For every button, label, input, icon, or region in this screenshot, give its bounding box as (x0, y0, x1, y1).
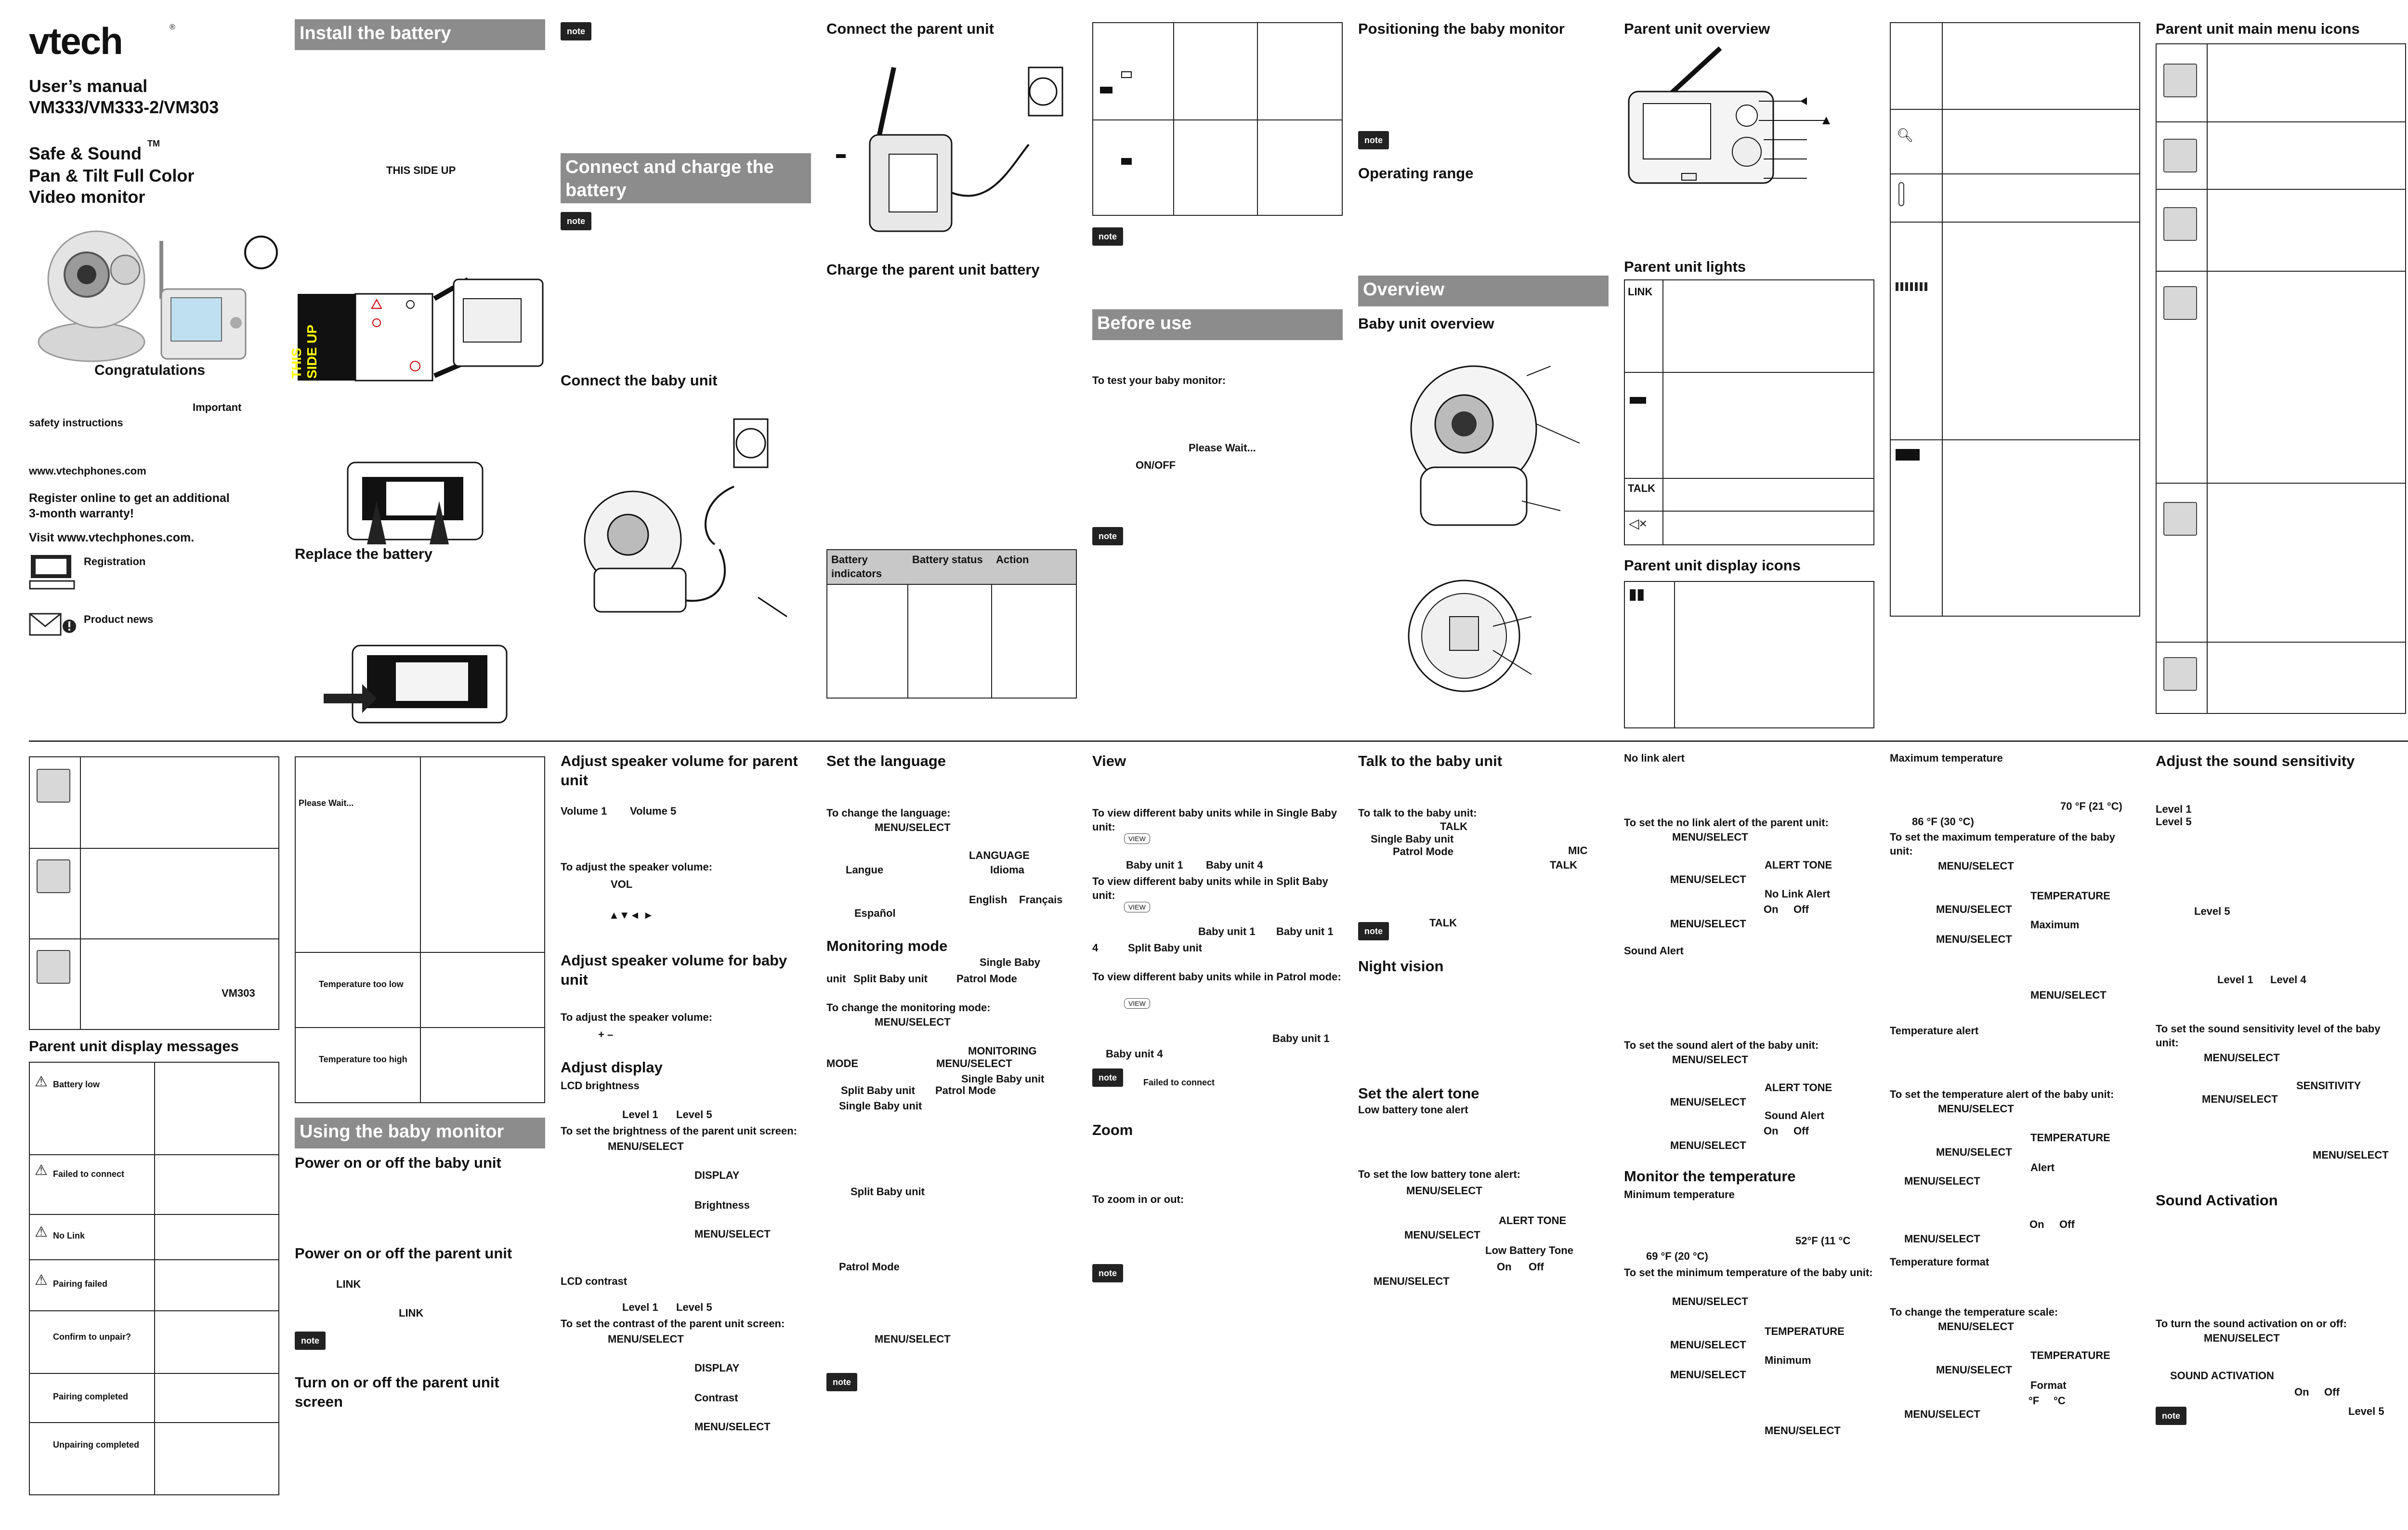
view-button[interactable]: VIEW (1124, 998, 1150, 1009)
menu-select-key: MENU/SELECT (2204, 1052, 2280, 1064)
baby-unit-4-label: Baby unit 4 (1206, 859, 1263, 871)
no-link-alert-option: No Link Alert (1765, 888, 1831, 900)
power-baby-heading: Power on or off the baby unit (295, 1154, 501, 1171)
speaker-display-column (561, 752, 811, 1508)
menu-select-key: MENU/SELECT (1765, 1424, 1841, 1437)
sound-alert-option: Sound Alert (1765, 1109, 1824, 1121)
signal-icon: ▮▮ (1629, 586, 1645, 602)
note-badge: note (561, 22, 591, 40)
menu-icon-alert (37, 769, 70, 803)
important-text: Important (193, 401, 242, 413)
table-header-indicators: Battery indicators (831, 554, 882, 580)
fahrenheit-option: °F (2028, 1395, 2040, 1407)
set-sound-alert-text: To set the sound alert of the baby unit: (1624, 1039, 1819, 1051)
menu-select-key: MENU/SELECT (608, 1140, 684, 1152)
parent-unit-lights-heading: Parent unit lights (1624, 258, 1746, 275)
talk-key: TALK (1429, 917, 1457, 929)
sensitivity-option: SENSITIVITY (2296, 1080, 2361, 1092)
thermometer-icon (1898, 182, 1904, 206)
menu-icon-sound (2163, 139, 2197, 172)
level-1-label: Level 1 (2217, 974, 2253, 986)
menu-select-key: MENU/SELECT (694, 1228, 771, 1240)
split-baby-label: Split Baby unit (1128, 942, 1202, 954)
menu-icons-column (2156, 19, 2406, 769)
bullet-single: Single Baby unit (839, 1100, 922, 1112)
menu-select-key: MENU/SELECT (1672, 831, 1748, 843)
on-option: On (2029, 1218, 2044, 1230)
note-badge: note (1092, 1068, 1123, 1087)
battery-full-icon (1896, 449, 1920, 461)
menu-select-key: MENU/SELECT (1936, 903, 2012, 915)
msg-confirm-unpair: Confirm to unpair? (53, 1332, 131, 1342)
four-label: 4 (1092, 942, 1099, 954)
temp-alert-heading: Temperature alert (1890, 1025, 1979, 1037)
night-vision-heading: Night vision (1358, 958, 1444, 975)
link-light-label: LINK (1628, 286, 1653, 298)
menu-icon-display (2163, 64, 2197, 97)
sound-activation-option: SOUND ACTIVATION (2170, 1370, 2274, 1382)
note-badge: note (1358, 131, 1389, 149)
display-messages-column (29, 752, 279, 1508)
patrol-mode-option: Patrol Mode (935, 1084, 996, 1096)
patrol-mode-text: Patrol Mode (956, 973, 1017, 985)
change-mode-text: To change the monitoring mode: (826, 1002, 991, 1014)
msg-battery-low: Battery low (53, 1080, 100, 1089)
sound-activation-heading: Sound Activation (2156, 1192, 2278, 1209)
menu-select-key: MENU/SELECT (1670, 1139, 1746, 1151)
msg-pairing-failed: Pairing failed (53, 1279, 108, 1289)
talk-heading: Talk to the baby unit (1358, 752, 1503, 769)
temp-format-heading: Temperature format (1890, 1256, 1989, 1268)
speaker-volume-parent-heading: Adjust speaker volume for parent unit (561, 752, 798, 789)
talk-night-column (1358, 752, 1609, 1508)
computer-icon (29, 553, 77, 592)
msg-no-link: No Link (53, 1231, 85, 1240)
set-no-link-text: To set the no link alert of the parent unit: (1624, 817, 1829, 829)
adjust-display-heading: Adjust display (561, 1059, 663, 1076)
envelope-icon (29, 611, 77, 638)
parent-unit-diagram (1624, 43, 1874, 226)
volume-bars-icon (1896, 282, 1929, 291)
menu-select-key: MENU/SELECT (1938, 1103, 2014, 1115)
view-split-text: To view different baby units while in Split Baby unit: (1092, 875, 1328, 901)
product-name-line2: Pan & Tilt Full Color (29, 166, 195, 185)
change-language-text: To change the language: (826, 807, 951, 819)
power-parent-heading: Power on or off the parent unit (295, 1245, 512, 1262)
menu-select-key: MENU/SELECT (936, 1057, 1012, 1069)
low-battery-tone-option: Low Battery Tone (1485, 1244, 1573, 1256)
msg-failed-to-connect: Failed to connect (53, 1169, 125, 1179)
level-5-label: Level 5 (676, 1108, 712, 1121)
circle-mark (243, 234, 279, 271)
product-name-line3: Video monitor (29, 187, 145, 207)
note-badge: note (295, 1332, 326, 1350)
menu-select-key: MENU/SELECT (1938, 1320, 2014, 1332)
mic-label: MIC (1568, 844, 1588, 857)
screen-onoff-heading: Turn on or off the parent unit screen (295, 1374, 499, 1411)
battery-status-grid (1092, 22, 1343, 216)
menu-select-key: MENU/SELECT (1670, 1369, 1746, 1381)
level-1-label: Level 1 (2156, 803, 2192, 815)
patrol-mode-option: Patrol Mode (1393, 845, 1453, 857)
main-menu-icons-heading: Parent unit main menu icons (2156, 20, 2360, 37)
alert-tone-option: ALERT TONE (1765, 859, 1832, 871)
turn-activation-text: To turn the sound activation on or off: (2156, 1318, 2347, 1330)
warning-icon: ⚠ (35, 1224, 48, 1240)
note-badge: note (1092, 227, 1123, 246)
mute-icon: ◁× (1629, 516, 1647, 531)
speaker-volume-baby-heading: Adjust speaker volume for baby unit (561, 952, 787, 989)
icons-table-column (1890, 19, 2140, 764)
baby-unit-1-label: Baby unit 1 (1198, 925, 1256, 937)
split-baby-text: Split Baby unit (853, 973, 928, 985)
no-link-alert-heading: No link alert (1624, 752, 1685, 764)
connect-baby-heading: Connect the baby unit (561, 372, 718, 389)
menu-select-key: MENU/SELECT (875, 821, 951, 833)
connect-charge-bar: Connect and charge the battery (561, 153, 811, 203)
display-icons-continued (1890, 22, 2140, 617)
replace-battery-heading: Replace the battery (295, 545, 432, 562)
temperature-column (1890, 752, 2140, 1508)
off-option: Off (1793, 903, 1809, 915)
sound-sensitivity-heading: Adjust the sound sensitivity (2156, 752, 2355, 769)
parent-lights-table (1624, 279, 1874, 545)
alert-tone-option: ALERT TONE (1499, 1214, 1567, 1227)
menu-icon-screen (2163, 286, 2197, 320)
menu-select-key: MENU/SELECT (1670, 1096, 1746, 1108)
level-4-label: Level 4 (2270, 974, 2306, 986)
menu-select-key: MENU/SELECT (1670, 873, 1746, 885)
language-mode-column (826, 752, 1077, 1508)
note-badge: note (1358, 922, 1389, 940)
baby-unit-diagram (1377, 347, 1589, 723)
menu-select-key: MENU/SELECT (694, 1421, 771, 1433)
temperature-option: TEMPERATURE (1765, 1325, 1845, 1337)
off-option: Off (1529, 1261, 1544, 1273)
msg-temp-too-low: Temperature too low (319, 979, 404, 989)
monitoring-option: MONITORING (968, 1045, 1037, 1057)
menu-icon-temperature (2163, 502, 2197, 536)
menu-icon-baby (2163, 207, 2197, 241)
test-monitor-text: To test your baby monitor: (1092, 374, 1226, 386)
menu-icons-table-cont (29, 756, 279, 1030)
warning-icon: ⚠ (35, 1162, 48, 1178)
level-1-label: Level 1 (622, 1108, 658, 1121)
maximum-option: Maximum (2030, 919, 2080, 931)
menu-select-key: MENU/SELECT (1904, 1408, 1980, 1420)
view-button[interactable]: VIEW (1124, 902, 1150, 912)
note-badge: note (2156, 1407, 2186, 1425)
alert-tone-heading: Set the alert tone (1358, 1085, 1479, 1102)
display-option: DISPLAY (694, 1362, 740, 1374)
baby-unit-label: Baby unit 1 (1276, 925, 1334, 937)
baby-unit-1-label: Baby unit 1 (1126, 859, 1183, 871)
menu-select-key: MENU/SELECT (1936, 1146, 2012, 1158)
table-header-action: Action (996, 554, 1029, 566)
plus-minus-keys: + – (598, 1029, 614, 1041)
talk-light-label: TALK (1628, 482, 1656, 494)
mode-option: MODE (826, 1057, 858, 1069)
view-button[interactable]: VIEW (1124, 833, 1150, 844)
low-battery-alert-heading: Low battery tone alert (1358, 1104, 1468, 1116)
celsius-option: °C (2054, 1395, 2066, 1407)
parent-connect-column (826, 19, 1077, 769)
temp-69-label: 69 °F (20 °C) (1646, 1250, 1708, 1262)
failed-connect-text: Failed to connect (1143, 1078, 1215, 1087)
msg-unpairing-completed: Unpairing completed (53, 1440, 140, 1450)
set-low-battery-text: To set the low battery tone alert: (1358, 1168, 1520, 1180)
operating-range-heading: Operating range (1358, 165, 1474, 182)
product-photo (34, 212, 255, 366)
view-single-text: To view different baby units while in Single Baby unit: (1092, 807, 1337, 833)
registration-label: Registration (84, 555, 146, 567)
parent-display-icons-heading: Parent unit display icons (1624, 557, 1801, 574)
battery-sticker-text: THIS SIDE UP (289, 324, 319, 379)
vtech-logo: vtech (29, 20, 122, 62)
baby-unit-connect-illustration (575, 405, 797, 636)
note-badge: note (561, 212, 591, 230)
menu-select-key: MENU/SELECT (1670, 1339, 1746, 1351)
monitor-temperature-heading: Monitor the temperature (1624, 1168, 1796, 1185)
product-name-line1: Safe & Sound (29, 144, 142, 163)
temperature-option: TEMPERATURE (2030, 1132, 2110, 1144)
lcd-contrast-heading: LCD contrast (561, 1275, 628, 1287)
temp-86-label: 86 °F (30 °C) (1912, 816, 1974, 828)
alerts-column (1624, 752, 1874, 1508)
espanol-option: Español (854, 907, 896, 919)
split-baby-option: Split Baby unit (841, 1084, 915, 1096)
warning-icon: ⚠ (35, 1272, 48, 1288)
talk-key: TALK (1550, 859, 1578, 871)
set-contrast-text: To set the contrast of the parent unit screen: (561, 1318, 785, 1330)
set-sensitivity-text: To set the sound sensitivity level of the baby unit: (2156, 1023, 2381, 1049)
level-5-label: Level 5 (2156, 816, 2192, 828)
menu-icon-pair (37, 859, 70, 893)
menu-select-key: MENU/SELECT (1406, 1185, 1482, 1197)
visit-text[interactable]: Visit www.vtechphones.com. (29, 531, 195, 544)
table-header-status: Battery status (912, 554, 983, 566)
on-option: On (1764, 903, 1779, 915)
connect-parent-heading: Connect the parent unit (826, 20, 994, 37)
language-option: LANGUAGE (969, 849, 1030, 861)
using-monitor-bar: Using the baby monitor (295, 1118, 545, 1148)
battery-insert-illustration (338, 443, 492, 549)
set-temp-alert-text: To set the temperature alert of the baby unit: (1890, 1088, 2114, 1100)
idioma-option: Idioma (990, 864, 1024, 876)
format-option: Format (2030, 1379, 2067, 1391)
alert-tone-option: ALERT TONE (1765, 1082, 1832, 1094)
menu-select-key: MENU/SELECT (1904, 1233, 1980, 1245)
on-option: On (1764, 1125, 1779, 1137)
langue-option: Langue (846, 864, 884, 876)
display-icons-table (1624, 581, 1874, 728)
menu-select-key: MENU/SELECT (2202, 1093, 2278, 1105)
on-option: On (1497, 1261, 1512, 1273)
menu-select-key: MENU/SELECT (1936, 933, 2012, 945)
battery-replace-illustration (324, 636, 516, 732)
parent-unit-connect-illustration (836, 48, 1067, 270)
menu-select-key: MENU/SELECT (1904, 1175, 1980, 1187)
website-url[interactable]: www.vtechphones.com (29, 465, 146, 477)
msg-please-wait: Please Wait... (299, 798, 354, 808)
msg-temp-too-high: Temperature too high (319, 1055, 407, 1064)
onoff-text: ON/OFF (1136, 459, 1176, 471)
using-monitor-column (295, 752, 545, 1508)
zoom-heading: Zoom (1092, 1121, 1133, 1138)
view-patrol-text: To view different baby units while in Patrol mode: (1092, 971, 1341, 983)
overview-column (1358, 19, 1609, 769)
bullet-patrol: Patrol Mode (839, 1261, 900, 1273)
alert-option: Alert (2030, 1161, 2055, 1174)
temp-52-label: 52°F (11 °C (1795, 1235, 1851, 1247)
link-label: LINK (399, 1307, 424, 1319)
install-battery-bar: Install the battery (295, 19, 545, 50)
lcd-brightness-heading: LCD brightness (561, 1080, 640, 1092)
set-brightness-text: To set the brightness of the parent unit screen: (561, 1125, 797, 1137)
charge-parent-heading: Charge the parent unit battery (826, 261, 1040, 278)
register-text: Register online to get an additional (29, 491, 230, 505)
single-baby-option: Single Baby unit (1371, 833, 1454, 845)
parent-unit-overview-heading: Parent unit overview (1624, 20, 1770, 37)
menu-select-key: MENU/SELECT (1672, 1295, 1748, 1307)
overview-bar: Overview (1358, 276, 1609, 306)
trademark: TM (147, 139, 160, 148)
manual-models: VM333/VM333-2/VM303 (29, 97, 219, 117)
level-5-label: Level 5 (2194, 905, 2230, 917)
menu-select-key: MENU/SELECT (2204, 1332, 2280, 1344)
vm303-label: VM303 (222, 987, 255, 999)
menu-select-key: MENU/SELECT (1938, 860, 2014, 872)
cover-column (29, 19, 279, 732)
note-badge: note (1092, 1264, 1123, 1282)
off-option: Off (1793, 1125, 1809, 1137)
baby-unit-1-label: Baby unit 1 (1272, 1032, 1330, 1044)
view-heading: View (1092, 752, 1126, 769)
messages-table-cont (295, 756, 545, 1103)
note-badge: note (826, 1373, 857, 1391)
talk-to-text: To talk to the baby unit: (1358, 807, 1477, 819)
install-column (289, 19, 545, 732)
sound-alert-heading: Sound Alert (1624, 945, 1684, 957)
this-side-up-label: THIS SIDE UP (386, 164, 456, 176)
single-baby-option: Single Baby unit (961, 1073, 1045, 1085)
single-baby-text: Single Baby (980, 956, 1040, 968)
note-badge: note (1092, 527, 1123, 545)
before-use-bar: Before use (1092, 309, 1343, 340)
manual-line1: User’s manual (29, 76, 148, 96)
baby-unit-4-label: Baby unit 4 (1106, 1048, 1163, 1060)
vol-key: VOL (611, 878, 633, 890)
display-messages-table (29, 1062, 279, 1495)
menu-icons-table (2156, 43, 2406, 714)
sound-sensitivity-column (2156, 752, 2406, 1508)
monitoring-mode-heading: Monitoring mode (826, 937, 948, 954)
menu-select-key: MENU/SELECT (1374, 1275, 1450, 1287)
safety-instructions-text: safety instructions (29, 417, 123, 429)
temp-70-label: 70 °F (21 °C) (2060, 800, 2122, 812)
registered-mark: ® (170, 23, 175, 31)
menu-select-key: MENU/SELECT (875, 1333, 951, 1345)
contrast-option: Contrast (694, 1392, 738, 1404)
english-option: English (969, 894, 1008, 906)
before-use-column (1092, 19, 1343, 769)
menu-icon-unit (37, 950, 70, 984)
baby-unit-overview-heading: Baby unit overview (1358, 315, 1494, 332)
menu-select-key: MENU/SELECT (875, 1016, 951, 1028)
unit-text: unit (826, 973, 846, 985)
off-option: Off (2059, 1218, 2075, 1230)
menu-icon-settings (2163, 657, 2197, 691)
temperature-option: TEMPERATURE (2030, 1349, 2110, 1361)
level-5-label: Level 5 (2348, 1405, 2384, 1417)
charge-column (561, 19, 811, 789)
page-divider (29, 740, 2408, 742)
parent-overview-column (1624, 19, 1874, 764)
menu-select-key: MENU/SELECT (1672, 1054, 1748, 1066)
temperature-option: TEMPERATURE (2030, 890, 2110, 902)
set-max-text: To set the maximum temperature of the baby unit: (1890, 831, 2115, 857)
volume-5-label: Volume 5 (630, 805, 677, 817)
product-news-label: Product news (84, 613, 154, 625)
battery-indicator-table (826, 549, 1077, 699)
zoom-inout-text: To zoom in or out: (1092, 1193, 1184, 1205)
volume-1-label: Volume 1 (561, 805, 607, 817)
minimum-option: Minimum (1765, 1354, 1811, 1366)
link-label: LINK (336, 1278, 361, 1290)
msg-pairing-completed: Pairing completed (53, 1392, 129, 1401)
menu-select-key: MENU/SELECT (2030, 989, 2107, 1001)
battery-install-illustration (295, 270, 545, 385)
maximum-temp-heading: Maximum temperature (1890, 752, 2003, 764)
level-5-label: Level 5 (676, 1301, 712, 1313)
display-option: DISPLAY (694, 1169, 740, 1181)
adjust-speaker-text: To adjust the speaker volume: (561, 861, 713, 873)
please-wait-text: Please Wait... (1189, 442, 1256, 454)
set-language-heading: Set the language (826, 752, 946, 769)
arrow-keys: ▲▼◄ ► (609, 909, 654, 921)
menu-select-key: MENU/SELECT (1670, 918, 1746, 930)
warranty-text: 3-month warranty! (29, 507, 134, 520)
adjust-speaker-text-2: To adjust the speaker volume: (561, 1011, 713, 1023)
minimum-temp-heading: Minimum temperature (1624, 1188, 1735, 1200)
change-scale-text: To change the temperature scale: (1890, 1306, 2058, 1318)
level-1-label: Level 1 (622, 1301, 658, 1313)
warning-icon: ⚠ (35, 1074, 48, 1090)
brightness-option: Brightness (694, 1199, 750, 1211)
set-min-text: To set the minimum temperature of the baby unit: (1624, 1266, 1873, 1279)
off-option: Off (2324, 1386, 2340, 1398)
congratulations-heading: Congratulations (94, 362, 205, 378)
on-option: On (2294, 1386, 2309, 1398)
talk-key: TALK (1440, 820, 1468, 832)
display-messages-heading: Parent unit display messages (29, 1038, 239, 1055)
bullet-split: Split Baby unit (851, 1186, 925, 1198)
zoom-icon: 🔍︎ (1897, 128, 1914, 143)
menu-select-key: MENU/SELECT (608, 1333, 684, 1345)
francais-option: Français (1019, 894, 1063, 906)
menu-select-key: MENU/SELECT (1404, 1229, 1480, 1241)
menu-select-key: MENU/SELECT (1936, 1364, 2012, 1376)
menu-select-key: MENU/SELECT (2313, 1149, 2389, 1161)
view-zoom-column (1092, 752, 1343, 1508)
positioning-heading: Positioning the baby monitor (1358, 20, 1565, 37)
